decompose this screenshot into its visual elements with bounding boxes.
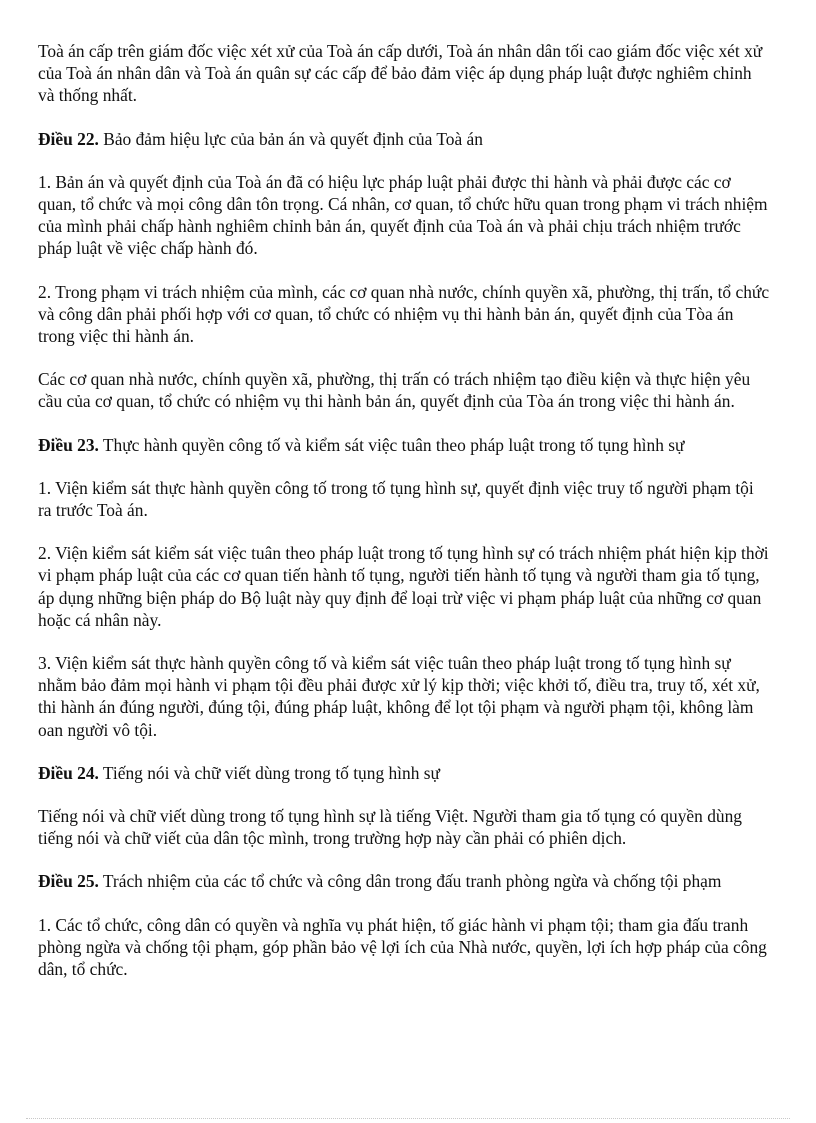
article-24-title: Tiếng nói và chữ viết dùng trong tố tụng hình sự — [102, 762, 440, 783]
article-22-title: Bảo đảm hiệu lực của bản án và quyết định của Toà án — [103, 128, 483, 149]
article-24-heading — [38, 762, 770, 784]
article-24-number: Điều 24. — [38, 762, 99, 783]
article-25-title: Trách nhiệm của các tổ chức và công dân trong đấu tranh phòng ngừa và chống tội phạm — [102, 871, 722, 892]
article-23-clause-3: 3. Viện kiểm sát thực hành quyền công tố và kiểm sát việc tuân theo pháp luật trong tố tụng hình sự nhằm bảo đảm mọi hành vi phạm tội đều phải được xử lý kịp thời; việc khởi tố, điều tra, truy tố, xét xử, thi hành án đúng người, đúng tội, đúng pháp luật, không để lọt tội phạm và người phạm tội, không làm oan người vô tội. — [38, 653, 760, 740]
article-22-clause-1: 1. Bản án và quyết định của Toà án đã có hiệu lực pháp luật phải được thi hành và phải được các cơ quan, tổ chức và mọi công dân tôn trọng. Cá nhân, cơ quan, tổ chức hữu quan trong phạm vi trách nhiệm của mình phải chấp hành nghiêm chỉnh bản án, quyết định của Toà án và phải chịu trách nhiệm trước pháp luật về việc chấp hành đó. — [38, 171, 768, 259]
document-page — [38, 40, 770, 1001]
article-23-number: Điều 23. — [38, 434, 99, 455]
article-25-heading — [38, 870, 770, 892]
article-24-body: Tiếng nói và chữ viết dùng trong tố tụng hình sự là tiếng Việt. Người tham gia tố tụng có quyền dùng tiếng nói và chữ viết của dân tộc mình, trong trường hợp này cần phải có phiên dịch. — [38, 806, 742, 849]
article-23-heading — [38, 434, 770, 456]
article-23-title: Thực hành quyền công tố và kiểm sát việc tuân theo pháp luật trong tố tụng hình sự — [102, 434, 685, 455]
article-22-clause-2: 2. Trong phạm vi trách nhiệm của mình, các cơ quan nhà nước, chính quyền xã, phường, thị trấn, tổ chức và công dân phải phối hợp với cơ quan, tổ chức có nhiệm vụ thi hành bản án, quyết định của Tòa án trong việc thi hành án. — [38, 281, 770, 347]
article-23-clause-2: 2. Viện kiểm sát kiểm sát việc tuân theo pháp luật trong tố tụng hình sự có trách nhiệm phát hiện kịp thời vi phạm pháp luật của các cơ quan tiến hành tố tụng, người tiến hành tố tụng và người tham gia tố tụng, áp dụng những biện pháp do Bộ luật này quy định để loại trừ việc vi phạm pháp luật của những cơ quan hoặc cá nhân này. — [38, 543, 769, 630]
article-22-heading — [38, 128, 770, 150]
paragraph-court-supervision: Toà án cấp trên giám đốc việc xét xử của Toà án cấp dưới, Toà án nhân dân tối cao giám đốc việc xét xử của Toà án nhân dân và Toà án quân sự các cấp để bảo đảm việc áp dụng pháp luật được nghiêm chỉnh và thống nhất. — [38, 41, 763, 106]
article-25-number: Điều 25. — [38, 871, 99, 892]
article-23-clause-1: 1. Viện kiểm sát thực hành quyền công tố trong tố tụng hình sự, quyết định việc truy tố người phạm tội ra trước Toà án. — [38, 477, 754, 521]
article-25-clause-1: 1. Các tổ chức, công dân có quyền và nghĩa vụ phát hiện, tố giác hành vi phạm tội; tham gia đấu tranh phòng ngừa và chống tội phạm, góp phần bảo vệ lợi ích của Nhà nước, quyền, lợi ích hợp pháp của công dân, tổ chức. — [38, 914, 767, 980]
article-22-clause-2-continued: Các cơ quan nhà nước, chính quyền xã, phường, thị trấn có trách nhiệm tạo điều kiện và thực hiện yêu cầu của cơ quan, tổ chức có nhiệm vụ thi hành bản án, quyết định của Tòa án trong việc thi hành án. — [38, 369, 751, 412]
page-bottom-divider — [26, 1118, 790, 1119]
article-22-number: Điều 22. — [38, 128, 99, 149]
